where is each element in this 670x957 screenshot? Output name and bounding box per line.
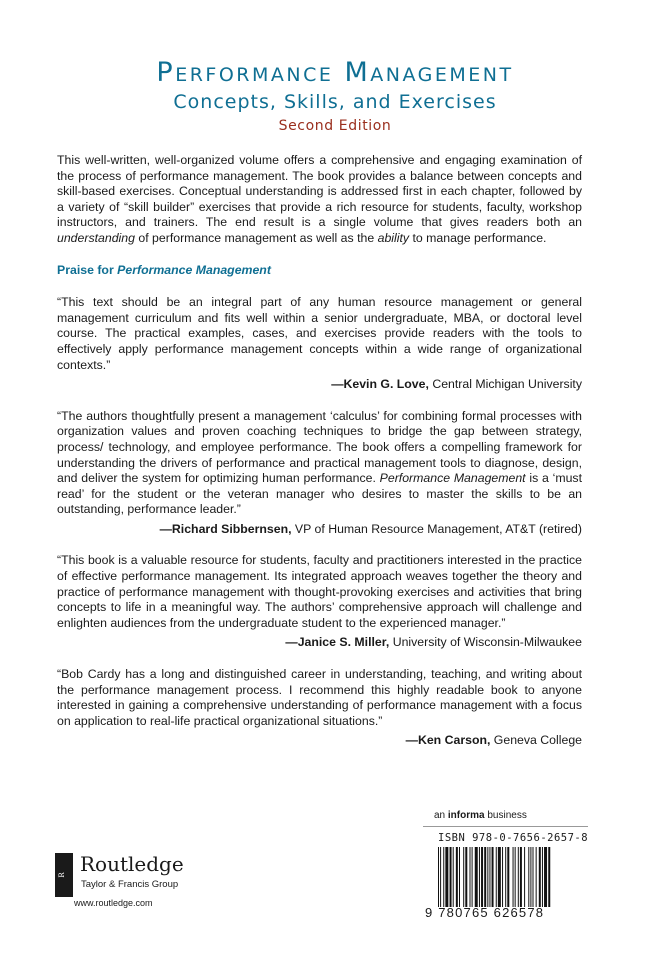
publisher-url: www.routledge.com bbox=[74, 898, 153, 908]
book-edition: Second Edition bbox=[278, 118, 392, 134]
barcode-bar bbox=[536, 847, 537, 907]
barcode-bar bbox=[453, 847, 454, 907]
barcode-bar bbox=[445, 847, 448, 907]
barcode-bar bbox=[489, 847, 490, 907]
testimonial-attribution: —Janice S. Miller, University of Wisconsin-Milwaukee bbox=[285, 635, 582, 650]
barcode-bar bbox=[544, 847, 547, 907]
barcode-digits: 9 780765 626578 bbox=[425, 905, 545, 920]
barcode-bar bbox=[548, 847, 550, 907]
routledge-logo-icon bbox=[55, 853, 73, 897]
svg-text:R: R bbox=[58, 872, 66, 878]
barcode-bar bbox=[513, 847, 514, 907]
publisher-group: Taylor & Francis Group bbox=[81, 879, 179, 890]
barcode-bar bbox=[472, 847, 473, 907]
testimonial-quote: “The authors thoughtfully present a management ‘calculus’ for combining formal processes with organization values and proven coaching techniques to bridge the gap between strategy, process/ technology, and employee performance. The book offers a compelling framework for understanding the drivers of performance and practical management tools to diagnose, design, and deliver the system for optimizing human performance. Performance Management is a ‘must read’ for the student or the veteran manager who desires to master the skills to be an outstanding, performance leader.” bbox=[57, 408, 582, 517]
barcode-bar bbox=[456, 847, 458, 907]
cover-header bbox=[0, 58, 670, 136]
barcode-bar bbox=[438, 847, 439, 907]
barcode-bar bbox=[505, 847, 506, 907]
barcode-bar bbox=[487, 847, 488, 907]
testimonial-attribution: —Richard Sibbernsen, VP of Human Resource Management, AT&T (retired) bbox=[159, 521, 582, 536]
book-description: This well-written, well-organized volume offers a comprehensive and engaging examination of the process of performance management. The book provides a balance between concepts and skill-based exercises. Conceptual understanding is addressed first in each chapter, followed by a variety of “skill builder” exercises that provide a rich resource for students, faculty, workshop instructors, and trainers. The end result is a single volume that gives readers both an understanding of performance management as well as the ability to manage performance. bbox=[57, 153, 582, 245]
barcode-bar bbox=[492, 847, 494, 907]
barcode-bar bbox=[515, 847, 516, 907]
testimonial-attribution: —Ken Carson, Geneva College bbox=[405, 733, 582, 748]
barcode-bar bbox=[470, 847, 471, 907]
barcode-bar bbox=[524, 847, 525, 907]
barcode-bar bbox=[518, 847, 519, 907]
barcode-bar bbox=[463, 847, 464, 907]
barcode-bar bbox=[450, 847, 452, 907]
barcode-bar bbox=[530, 847, 531, 907]
barcode-bar bbox=[533, 847, 534, 907]
barcode-bar bbox=[539, 847, 541, 907]
barcode-bar bbox=[496, 847, 497, 907]
barcode-bar bbox=[507, 847, 509, 907]
testimonial-quote: “Bob Cardy has a long and distinguished career in understanding, teaching, and writing about the performance management process. I recommend this highly readable book to anyone interested in gaining a comprehensive understanding of performance management with a focus on application to real-life practical organizational situations.” bbox=[57, 667, 582, 728]
barcode-bar bbox=[528, 847, 529, 907]
barcode-bar bbox=[520, 847, 522, 907]
barcode-bar bbox=[443, 847, 444, 907]
barcode-bar bbox=[502, 847, 503, 907]
informa-business-tag: an informa business bbox=[434, 810, 527, 821]
barcode-bar bbox=[440, 847, 441, 907]
publisher-name: Routledge bbox=[80, 852, 184, 876]
barcode-bar bbox=[498, 847, 501, 907]
barcode-bar bbox=[465, 847, 467, 907]
barcode-bar bbox=[475, 847, 478, 907]
barcode-bar bbox=[542, 847, 543, 907]
praise-heading: Praise for Performance Management bbox=[57, 262, 271, 277]
back-cover-text bbox=[57, 153, 582, 749]
testimonial-quote: “This text should be an integral part of any human resource management or general management curriculum and fits well within a senior undergraduate, MBA, or doctoral level course. The practical examples, cases, and exercises provide readers with the tools to effectively apply performance management concepts within a wide range of organizational contexts.” bbox=[57, 295, 582, 372]
barcode-bar bbox=[459, 847, 460, 907]
barcode-bar bbox=[481, 847, 483, 907]
book-subtitle: Concepts, Skills, and Exercises bbox=[173, 91, 497, 113]
isbn-label: ISBN 978-0-7656-2657-8 bbox=[438, 832, 589, 844]
testimonial-quote: “This book is a valuable resource for students, faculty and practitioners interested in the practice of effective performance management. Its integrated approach weaves together the theory and practice of performance management with thought-provoking exercises and activities that bring concepts to life in a meaningful way. The authors’ comprehensive approach will challenge and enlighten audiences from the undergraduate student to the experienced manager.” bbox=[57, 553, 582, 630]
barcode bbox=[438, 847, 586, 907]
testimonial-attribution: —Kevin G. Love, Central Michigan University bbox=[331, 377, 582, 392]
barcode-bar bbox=[479, 847, 480, 907]
barcode-bar bbox=[484, 847, 486, 907]
book-title: Performance Management bbox=[156, 57, 514, 88]
